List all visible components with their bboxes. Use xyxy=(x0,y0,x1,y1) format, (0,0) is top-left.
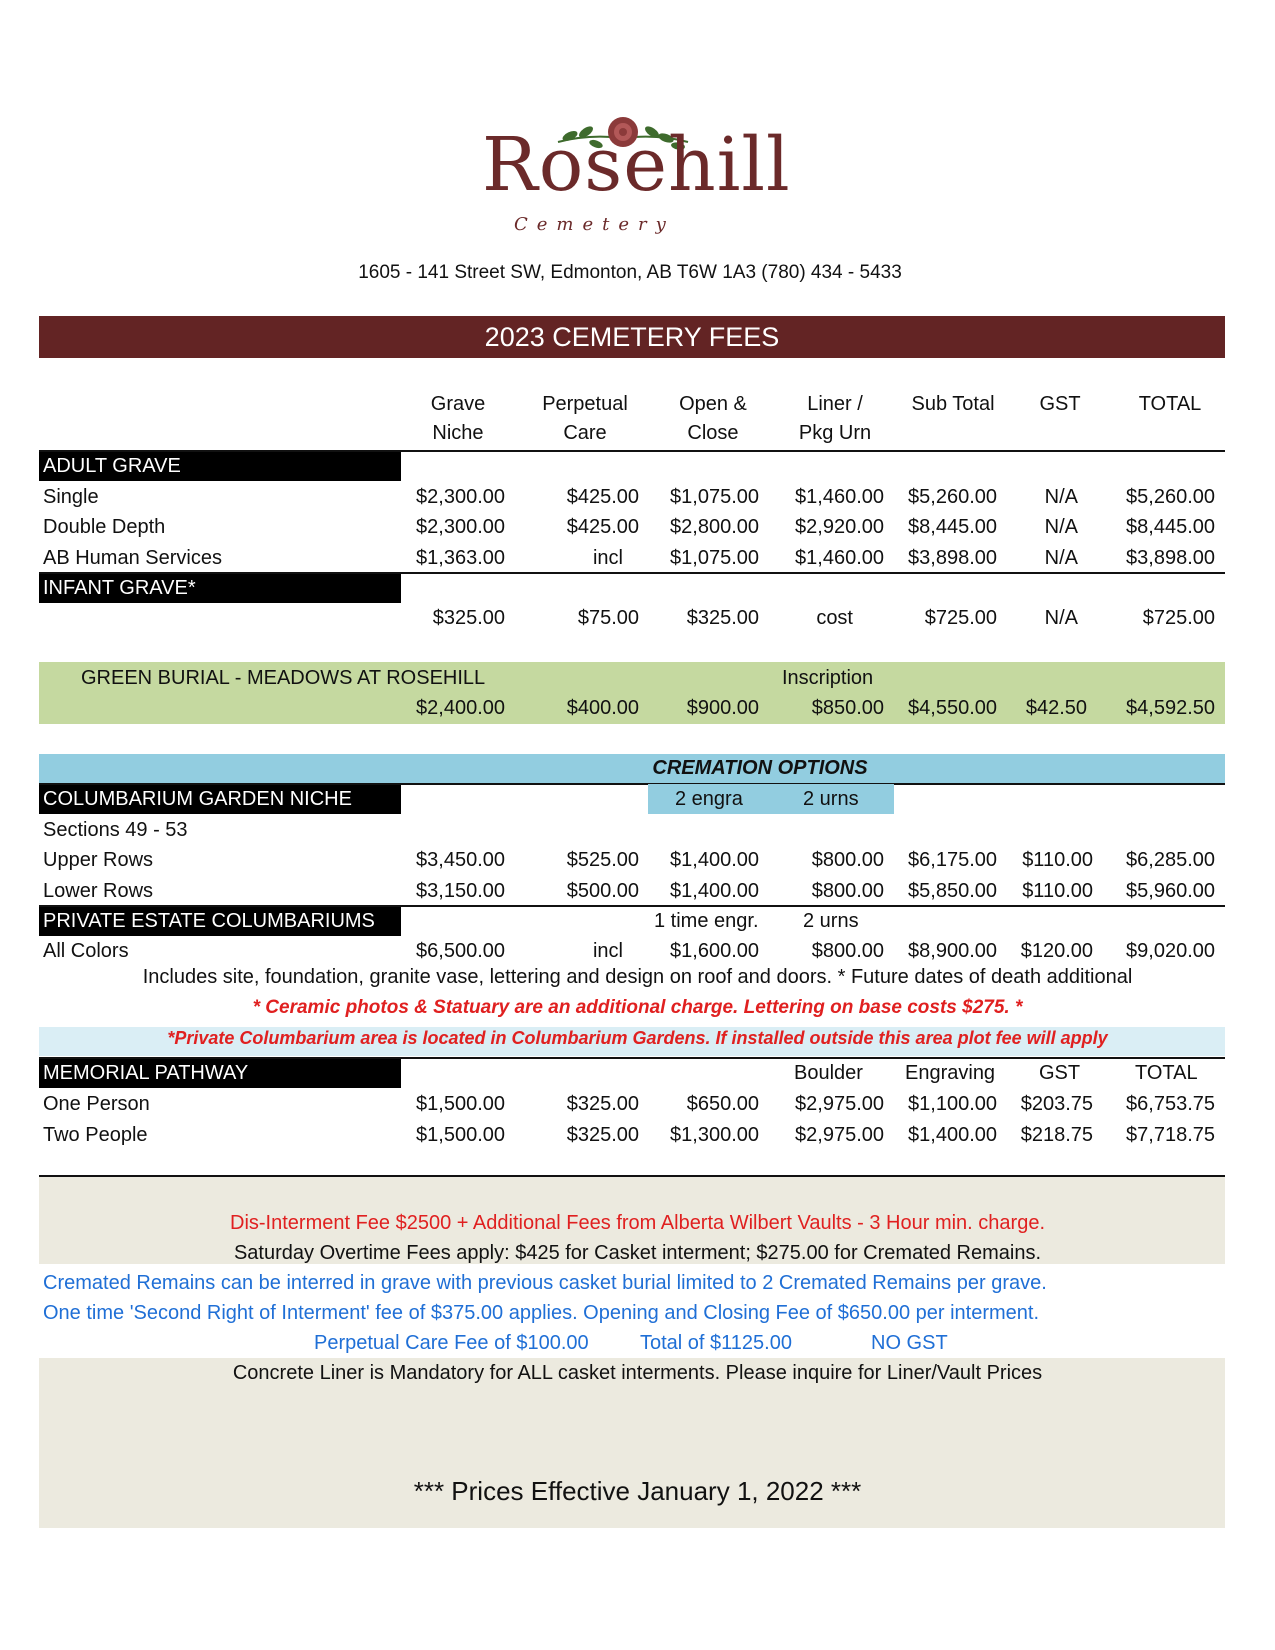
header-perpetual-care: Perpetual Care xyxy=(542,393,628,444)
table-row: Two People $1,500.00 $325.00 $1,300.00 $2,975.00 $1,400.00 $218.75 $7,718.75 xyxy=(43,1124,1215,1146)
concrete-liner-note: Concrete Liner is Mandatory for ALL casket interments. Please inquire for Liner/Vault Prices xyxy=(232,1362,1043,1384)
page-title-banner: 2023 CEMETERY FEES xyxy=(39,316,1225,358)
logo-wordmark: Rosehill xyxy=(482,122,791,208)
perpetual-fee-note: Perpetual Care Fee of $100.00 xyxy=(314,1332,589,1354)
inscription-label: Inscription xyxy=(782,667,874,689)
includes-note: Includes site, foundation, granite vase, lettering and design on roof and doors. * Future dates of death additional xyxy=(142,966,1133,988)
header-grave-niche: Grave Niche xyxy=(430,393,486,444)
table-row: Upper Rows $3,450.00 $525.00 $1,400.00 $800.00 $6,175.00 $110.00 $6,285.00 xyxy=(43,849,1215,871)
table-row: $2,400.00 $400.00 $900.00 $850.00 $4,550.00 $42.50 $4,592.50 xyxy=(416,697,1215,719)
cremated-note-1: Cremated Remains can be interred in grave with previous casket burial limited to 2 Cremated Remains per grave. xyxy=(43,1272,1047,1294)
section-columbarium: COLUMBARIUM GARDEN NICHE xyxy=(39,785,401,814)
table-row: Single $2,300.00 $425.00 $1,075.00 $1,460.00 $5,260.00 N/A $5,260.00 xyxy=(43,486,1215,508)
header-subtotal: Sub Total xyxy=(911,393,995,415)
disinterment-note: Dis-Interment Fee $2500 + Additional Fees from Alberta Wilbert Vaults - 3 Hour min. charge. xyxy=(230,1212,1045,1234)
table-row: Lower Rows $3,150.00 $500.00 $1,400.00 $800.00 $5,850.00 $110.00 $5,960.00 xyxy=(43,880,1215,902)
ceramic-note: * Ceramic photos & Statuary are an additional charge. Lettering on base costs $275. * xyxy=(252,997,1023,1018)
section-memorial-pathway: MEMORIAL PATHWAY xyxy=(39,1059,401,1088)
cremated-note-2: One time 'Second Right of Interment' fee of $375.00 applies. Opening and Closing Fee of $650.00 per interment. xyxy=(43,1302,1040,1324)
table-row: Double Depth $2,300.00 $425.00 $2,800.00 $2,920.00 $8,445.00 N/A $8,445.00 xyxy=(43,516,1215,538)
saturday-note: Saturday Overtime Fees apply: $425 for Casket interment; $275.00 for Cremated Remains. xyxy=(233,1242,1042,1264)
header-total: TOTAL xyxy=(1138,393,1202,415)
private-notes-row: 1 time engr. 2 urns xyxy=(654,910,859,932)
prices-effective-note: *** Prices Effective January 1, 2022 *** xyxy=(413,1476,862,1506)
green-burial-title: GREEN BURIAL - MEADOWS AT ROSEHILL xyxy=(81,667,486,689)
header-open-close: Open & Close xyxy=(679,393,747,444)
table-row: One Person $1,500.00 $325.00 $650.00 $2,975.00 $1,100.00 $203.75 $6,753.75 xyxy=(43,1093,1215,1115)
green-burial-title-row xyxy=(0,663,1275,693)
logo-subtitle: Cemetery xyxy=(514,214,675,235)
total-fee-note: Total of $1125.00 xyxy=(640,1332,792,1354)
cremation-options-bar xyxy=(39,754,1225,783)
header-liner: Liner / Pkg Urn xyxy=(798,393,872,444)
private-area-note: *Private Columbarium area is located in Columbarium Gardens. If installed outside this area plot fee will apply xyxy=(167,1028,1108,1048)
table-row: All Colors $6,500.00 incl $1,600.00 $800.00 $8,900.00 $120.00 $9,020.00 xyxy=(43,940,1215,962)
memorial-header-row: Boulder Engraving GST TOTAL xyxy=(794,1062,1198,1084)
section-adult-grave: ADULT GRAVE xyxy=(39,452,401,481)
table-row: $325.00 $75.00 $325.00 cost $725.00 N/A $725.00 xyxy=(432,607,1215,629)
header-gst: GST xyxy=(1039,393,1081,415)
no-gst-note: NO GST xyxy=(871,1332,948,1354)
sections-row: Sections 49 - 53 xyxy=(43,819,188,841)
section-private-estate: PRIVATE ESTATE COLUMBARIUMS xyxy=(39,907,401,936)
columbarium-notes-row: 2 engra 2 urns xyxy=(675,788,859,810)
address-line: 1605 - 141 Street SW, Edmonton, AB T6W 1A3 (780) 434 - 5433 xyxy=(358,262,902,283)
cremation-options-title: CREMATION OPTIONS xyxy=(652,757,868,779)
section-infant-grave: INFANT GRAVE* xyxy=(39,574,401,603)
table-row: AB Human Services $1,363.00 incl $1,075.00 $1,460.00 $3,898.00 N/A $3,898.00 xyxy=(43,547,1215,569)
